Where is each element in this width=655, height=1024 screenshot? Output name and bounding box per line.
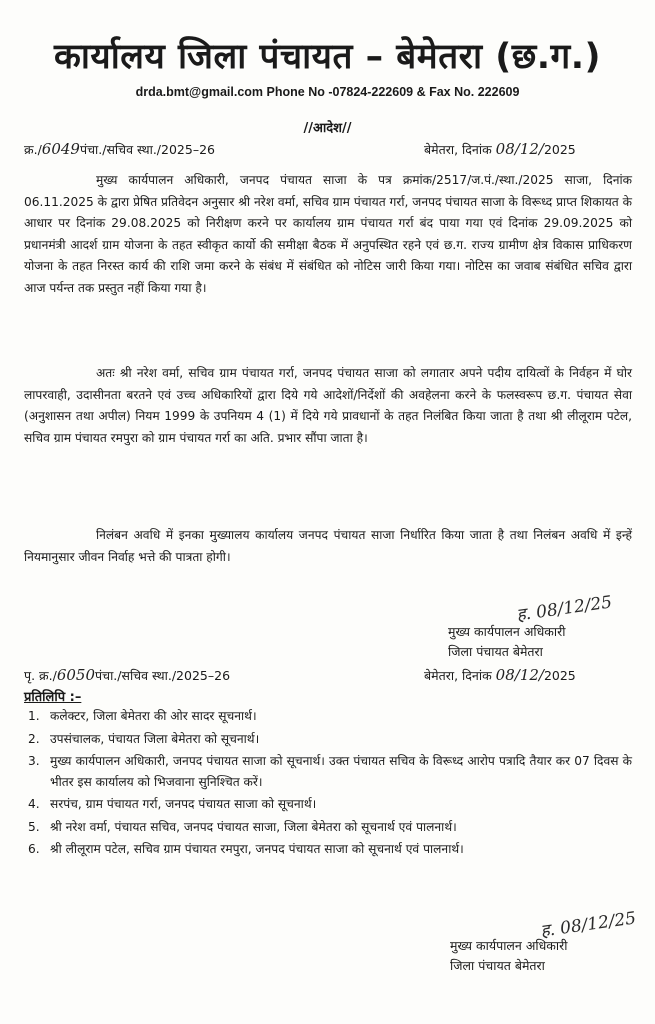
signatory-office: जिला पंचायत बेमेतरा [448,644,543,659]
endorsement-date-label: बेमेतरा, दिनांक [424,668,492,683]
order-heading: //आदेश// [303,121,352,136]
date-handwritten: 08/12/ [495,140,544,158]
body-paragraph-3: निलंबन अवधि में इनका मुख्यालय कार्यालय जनपद पंचायत साजा निर्धारित किया जाता है तथा निलंबन अवधि में इन्हें नियमानुसार जीवन निर्वाह भत्ते की पात्रता होगी। [24,528,632,564]
body-paragraph-1: मुख्य कार्यपालन अधिकारी, जनपद पंचायत साजा के पत्र क्रमांक/2517/ज.पं./स्था./2025 साजा, दिनांक 06.11.2025 के द्वारा प्रेषित प्रतिवेदन अनुसार श्री नरेश वर्मा, सचिव ग्राम पंचायत गर्रा, जनपद पंचायत साजा के विरूध्द प्राप्त शिकायत के आधार पर दिनांक 29.08.2025 को निरीक्षण करने पर कार्यालय ग्राम पंचायत गर्रा बंद पाया गया एवं दिनांक 29.09.2025 को प्रधानमंत्री आदर्श ग्राम योजना के तहत स्वीकृत कार्यो की समीक्षा बैठक में अनुपस्थित रहने एवं छ.ग. राज्य ग्रामीण क्षेत्र विकास प्राधिकरण योजना के तहत निरस्त कार्य की राशि जमा करने के संबंध में संबंधित को नोटिस जारी किया गया। नोटिस का जवाब संबंधित सचिव द्वारा आज पर्यन्त तक प्रस्तुत नहीं किया गया है। [24,173,632,295]
order-reference [24,140,215,158]
signature-mark-2: ह. 08/12/25 [539,908,638,942]
signatory-designation: मुख्य कार्यपालन अधिकारी [448,624,566,639]
list-item: 2. उपसंचालक, पंचायत जिला बेमेतरा को सूचनार्थ। [28,731,260,746]
signature-block-1 [448,622,566,662]
copy-to-list [28,706,632,862]
ref-number-handwritten: 6049 [41,140,80,158]
date-label: बेमेतरा, दिनांक [424,142,492,157]
endorsement-ref-number-handwritten: 6050 [56,666,96,684]
contact-line: drda.bmt@gmail.com Phone No -07824-222609 & Fax No. 222609 [135,85,520,99]
endorsement-ref-suffix: पंचा./सचिव स्था./2025–26 [95,668,231,683]
signature-mark-1: ह. 08/12/25 [515,592,614,626]
endorsement-date-handwritten: 08/12/ [495,666,544,684]
endorsement-date [424,666,576,684]
ref-prefix: क्र./ [24,142,42,157]
signatory-designation: मुख्य कार्यपालन अधिकारी [450,938,568,953]
endorsement-ref-prefix: पृ. क्र./ [24,668,57,683]
list-item: 4. सरपंच, ग्राम पंचायत गर्रा, जनपद पंचायत साजा को सूचनार्थ। [28,797,317,811]
signature-block-2 [450,936,568,976]
list-item: 6. श्री लीलूराम पटेल, सचिव ग्राम पंचायत रमपुरा, जनपद पंचायत साजा को सूचनार्थ एवं पालनार्थ। [28,842,464,856]
signatory-office: जिला पंचायत बेमेतरा [450,958,545,973]
order-date [424,140,576,158]
body-paragraph-2: अतः श्री नरेश वर्मा, सचिव ग्राम पंचायत गर्रा, जनपद पंचायत साजा को लगातार अपने पदीय दायित्वों के निर्वहन में घोर लापरवाही, उदासीनता बरतने एवं उच्च अधिकारियों द्वारा दिये गये आदेशों/निर्देशों की अवहेलना करने के फलस्वरूप छ.ग. पंचायत सेवा (अनुशासन तथा अपील) नियम 1999 के उपनियम 4 (1) में दिये गये प्रावधानों के तहत निलंबित किया जाता है तथा श्री लीलूराम पटेल, सचिव ग्राम पंचायत रमपुरा को ग्राम पंचायत गर्रा का अति. प्रभार सौंपा जाता है। [24,366,632,445]
ref-suffix: पंचा./सचिव स्था./2025–26 [79,142,215,157]
list-item: 3. मुख्य कार्यपालन अधिकारी, जनपद पंचायत साजा को सूचनार्थ। उक्त पंचायत सचिव के विरूध्द आरोप पत्रादि तैयार कर 07 दिवस के भीतर इस कार्यालय को भिजवाना सुनिश्चित करें। [28,754,632,789]
date-year: 2025 [543,142,576,157]
copy-to-heading: प्रतिलिपि :– [24,690,82,705]
endorsement-date-year: 2025 [543,668,576,683]
list-item: 1. कलेक्टर, जिला बेमेतरा की ओर सादर सूचनार्थ। [28,709,257,723]
list-item: 5. श्री नरेश वर्मा, पंचायत सचिव, जनपद पंचायत साजा, जिला बेमेतरा को सूचनार्थ एवं पालनार्थ। [28,819,457,834]
office-title: कार्यालय जिला पंचायत – बेमेतरा (छ.ग.) [53,37,602,77]
endorsement-reference [24,666,230,684]
